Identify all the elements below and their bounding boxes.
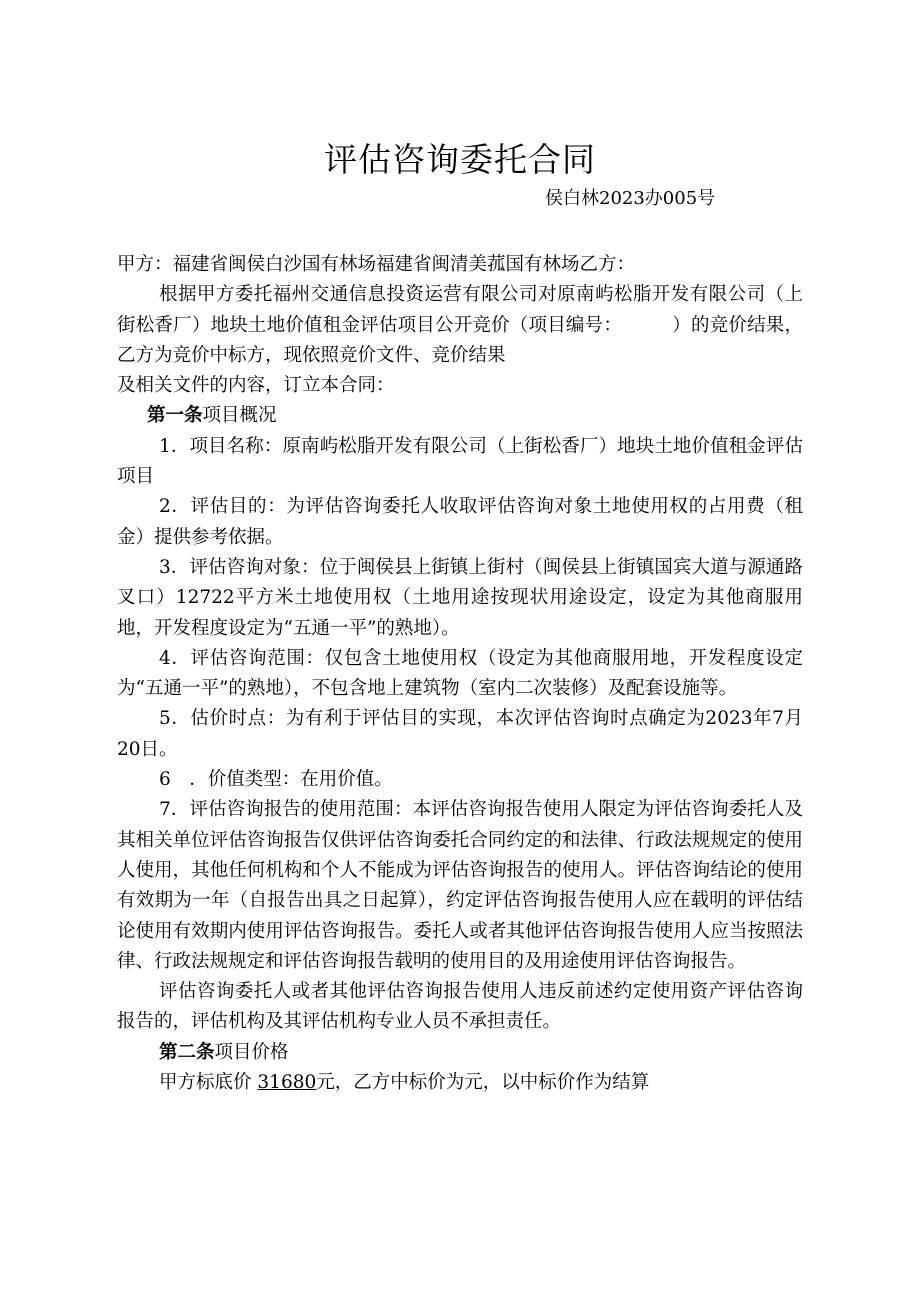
intro-text-1: 根据甲方委托福州交通信息投资运营有限公司对原南屿松脂开发有限公司（上街松香厂）地块土地价值租金评估项目公开竞价（项目编号： [117,284,803,336]
article-1-title: 项目概况 [202,405,277,427]
document-title: 评估咨询委托合同 [324,140,596,179]
article-2-price-line [117,1068,803,1098]
price-suffix: 元，乙方中标价为元，以中标价作为结算 [316,1072,650,1094]
article-1-item: 5．估价时点：为有利于评估目的实现，本次评估咨询时点确定为2023年7月20日。 [117,708,803,760]
article-1-item: 7．评估咨询报告的使用范围：本评估咨询报告使用人限定为评估咨询委托人及其相关单位评估咨询报告仅供评估咨询委托合同约定的和法律、行政法规规定的使用人使用，其他任何机构和个人不能成为评估咨询报告的使用人。评估咨询结论的使用有效期为一年（自报告出具之日起算），约定评估咨询报告使用人应在载明的评估结论使用有效期内使用评估咨询报告。委托人或者其他评估咨询报告使用人应当按照法律、行政法规规定和评估咨询报告载明的使用目的及用途使用评估咨询报告。 [117,799,803,972]
intro-paragraph [117,280,803,371]
parties-line: 甲方：福建省闽侯白沙国有林场福建省闽清美菰国有林场乙方： [117,254,636,275]
article-2-heading [117,1038,803,1068]
article-1-heading [117,401,803,431]
article-2-number: 第二条 [159,1041,215,1063]
article-1-item: 6 ．价值类型：在用价值。 [159,769,393,791]
intro-text-2: ）的竞价结果，乙方为竞价中标方，现依照竞价文件、竞价结果 [117,314,803,366]
document-number: 侯白林2023办005号 [545,188,716,209]
document-body [117,250,803,1098]
price-prefix: 甲方标底价 [159,1072,252,1094]
article-1-item: 2．评估目的：为评估咨询委托人收取评估咨询对象土地使用权的占用费（租金）提供参考依据。 [117,496,803,548]
article-1-number: 第一条 [147,405,203,427]
article-1-item: 3．评估咨询对象：位于闽侯县上街镇上街村（闽侯县上街镇国宾大道与源通路叉口）12722平方米土地使用权（土地用途按现状用途设定，设定为其他商服用地，开发程度设定为“五通一平”的熟地）。 [117,556,803,639]
intro-paragraph-end: 及相关文件的内容，订立本合同： [117,375,395,397]
reserve-price-value: 31680 [257,1072,317,1094]
article-1-note: 评估咨询委托人或者其他评估咨询报告使用人违反前述约定使用资产评估咨询报告的，评估机构及其评估机构专业人员不承担责任。 [117,981,803,1033]
article-2-title: 项目价格 [214,1041,289,1063]
article-1-item: 4．评估咨询范围：仅包含土地使用权（设定为其他商服用地，开发程度设定为“五通一平”的熟地），不包含地上建筑物（室内二次装修）及配套设施等。 [117,647,803,700]
article-1-item: 1．项目名称：原南屿松脂开发有限公司（上街松香厂）地块土地价值租金评估项目 [117,435,803,488]
